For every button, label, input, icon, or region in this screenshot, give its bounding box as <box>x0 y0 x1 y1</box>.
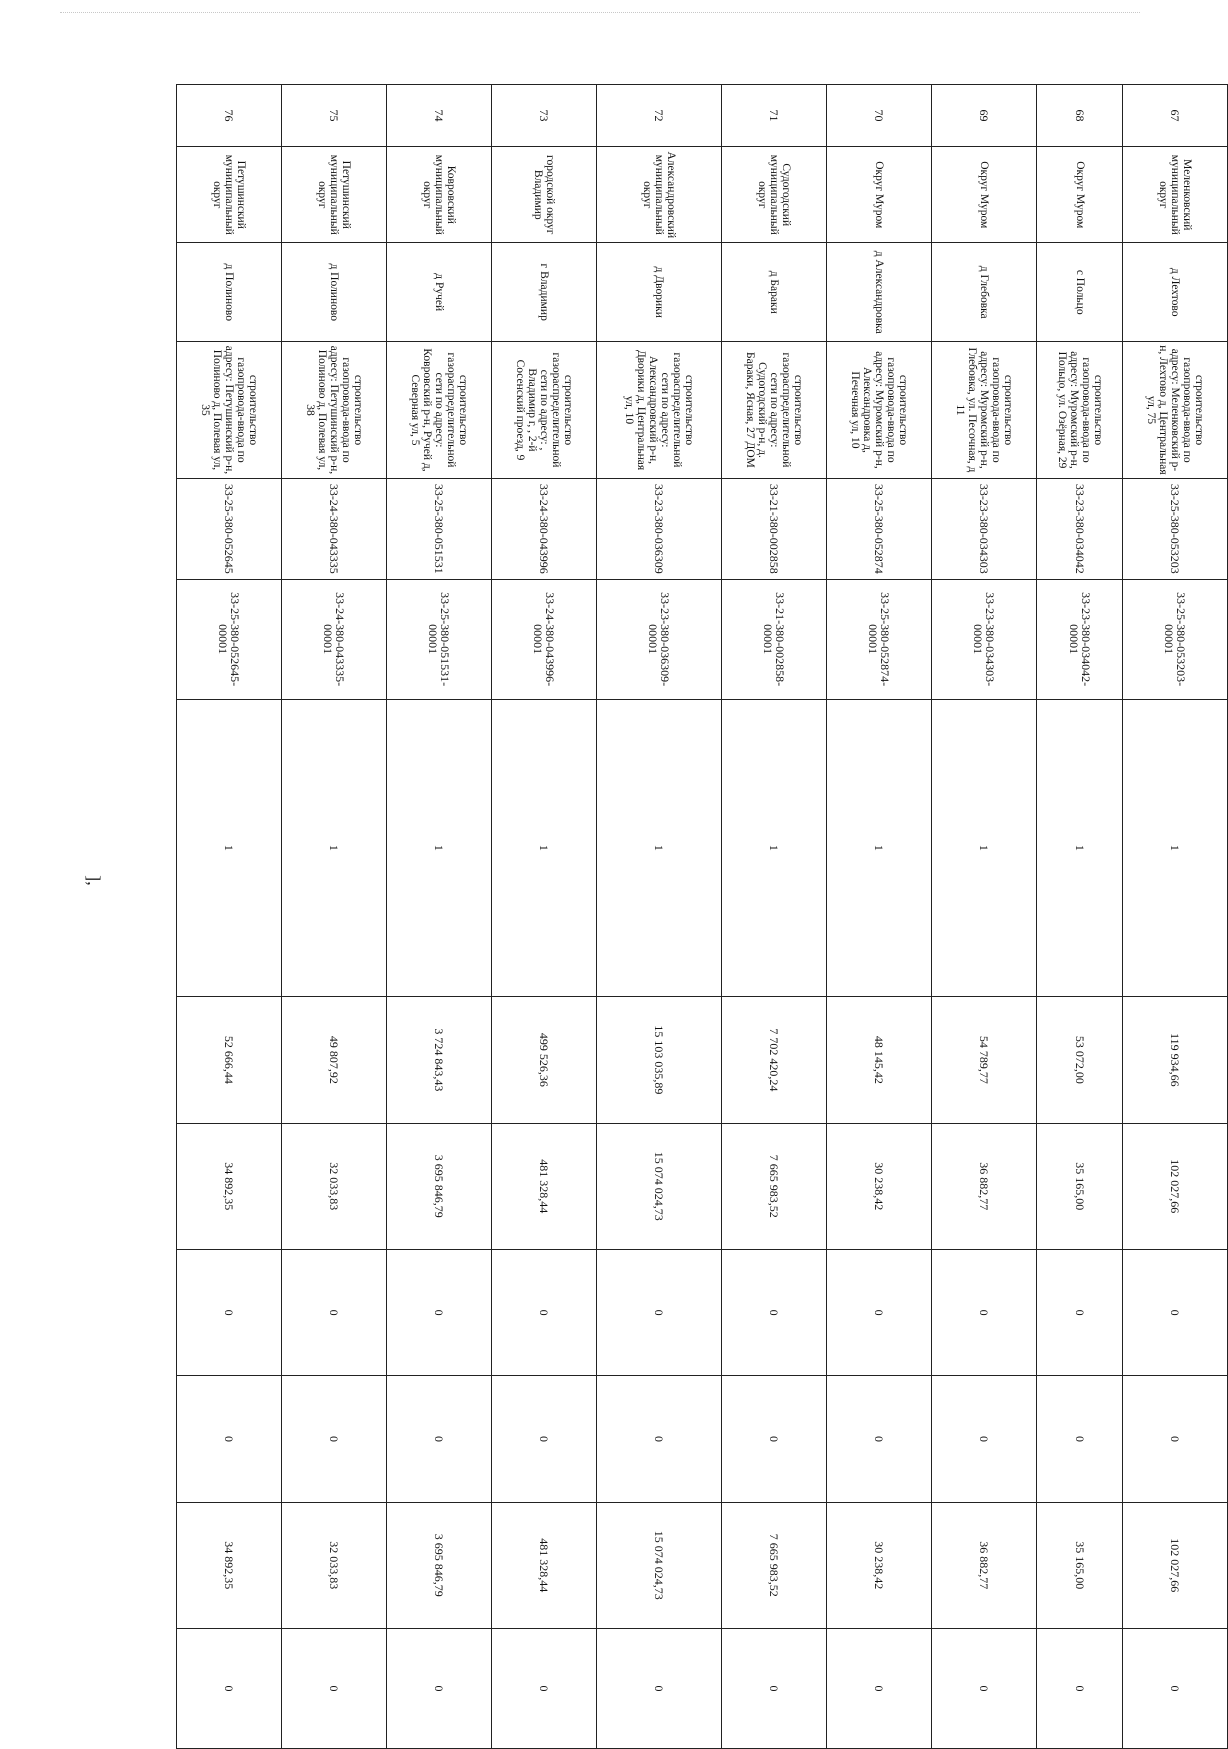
value-cell-4: 0 <box>387 1376 492 1502</box>
count-cell: 1 <box>1122 699 1227 997</box>
value-cell-2: 35 165,00 <box>1037 1123 1123 1249</box>
value-cell-5: 35 165,00 <box>1037 1502 1123 1628</box>
identifier-cell: 33-23-380-034042-00001 <box>1037 579 1123 699</box>
value-cell-5: 7 665 983,52 <box>721 1502 826 1628</box>
identifier-cell: 33-25-380-051531-00001 <box>387 579 492 699</box>
value-cell-2: 30 238,42 <box>827 1123 932 1249</box>
count-cell: 1 <box>492 699 597 997</box>
table-row <box>932 85 1037 1749</box>
code-cell: 33-25-380-051531 <box>387 479 492 580</box>
value-cell-1: 53 072,00 <box>1037 997 1123 1123</box>
value-cell-4: 0 <box>932 1376 1037 1502</box>
table-row <box>1122 85 1227 1749</box>
settlement-cell: д Бараки <box>721 243 826 342</box>
object-description-cell: строительство газопровода-ввода по адресу: Петушинский р-н, Полиново д, Полевая ул, 38 <box>282 341 387 478</box>
value-cell-3: 0 <box>721 1249 826 1375</box>
value-cell-3: 0 <box>827 1249 932 1375</box>
code-cell: 33-25-380-052645 <box>177 479 282 580</box>
count-cell: 1 <box>932 699 1037 997</box>
value-cell-3: 0 <box>932 1249 1037 1375</box>
identifier-cell: 33-23-380-036309-00001 <box>597 579 722 699</box>
table-row <box>1037 85 1123 1749</box>
gasification-table <box>176 84 1228 1749</box>
scan-edge-line <box>60 12 1140 14</box>
municipality-cell: Петушинский муниципальный округ <box>177 147 282 243</box>
value-cell-3: 0 <box>387 1249 492 1375</box>
value-cell-1: 52 666,44 <box>177 997 282 1123</box>
count-cell: 1 <box>597 699 722 997</box>
municipality-cell: Округ Муром <box>827 147 932 243</box>
count-cell: 1 <box>177 699 282 997</box>
settlement-cell: д Полиново <box>282 243 387 342</box>
value-cell-3: 0 <box>282 1249 387 1375</box>
code-cell: 33-23-380-034042 <box>1037 479 1123 580</box>
municipality-cell: Александровский муниципальный округ <box>597 147 722 243</box>
value-cell-1: 15 103 035,89 <box>597 997 722 1123</box>
value-cell-1: 119 934,66 <box>1122 997 1227 1123</box>
value-cell-6: 0 <box>1037 1628 1123 1748</box>
settlement-cell: д Лехтово <box>1122 243 1227 342</box>
value-cell-1: 7 702 420,24 <box>721 997 826 1123</box>
count-cell: 1 <box>282 699 387 997</box>
object-description-cell: строительство газопровода-ввода по адресу: Муромский р-н, Глебовка, ул. Песочная, д 11 <box>932 341 1037 478</box>
value-cell-2: 36 882,77 <box>932 1123 1037 1249</box>
value-cell-6: 0 <box>177 1628 282 1748</box>
code-cell: 33-23-380-036309 <box>597 479 722 580</box>
value-cell-5: 30 238,42 <box>827 1502 932 1628</box>
value-cell-2: 15 074 024,73 <box>597 1123 722 1249</box>
value-cell-2: 32 033,83 <box>282 1123 387 1249</box>
page-mark: ], <box>83 875 104 886</box>
object-description-cell: строительство газопровода-ввода по адресу: Петушинский р-н, Полиново д, Полевая ул, 35 <box>177 341 282 478</box>
object-description-cell: строительство газопровода-ввода по адресу: Меленковский р-н, Лехтово д, Центральная ул, 75 <box>1122 341 1227 478</box>
table-row <box>387 85 492 1749</box>
code-cell: 33-24-380-043996 <box>492 479 597 580</box>
table-row <box>492 85 597 1749</box>
code-cell: 33-21-380-002858 <box>721 479 826 580</box>
value-cell-6: 0 <box>492 1628 597 1748</box>
settlement-cell: д Дворики <box>597 243 722 342</box>
count-cell: 1 <box>387 699 492 997</box>
value-cell-6: 0 <box>1122 1628 1227 1748</box>
value-cell-5: 34 892,35 <box>177 1502 282 1628</box>
object-description-cell: строительство газопровода-ввода по адресу: Муромский р-н, Польцо, ул. Озёрная, 29 <box>1037 341 1123 478</box>
value-cell-5: 102 027,66 <box>1122 1502 1227 1628</box>
value-cell-4: 0 <box>597 1376 722 1502</box>
count-cell: 1 <box>1037 699 1123 997</box>
table-row <box>282 85 387 1749</box>
table-row <box>177 85 282 1749</box>
value-cell-3: 0 <box>1122 1249 1227 1375</box>
row-number-cell: 75 <box>282 85 387 147</box>
municipality-cell: Меленковский муниципальный округ <box>1122 147 1227 243</box>
value-cell-6: 0 <box>282 1628 387 1748</box>
settlement-cell: д Александровка <box>827 243 932 342</box>
value-cell-2: 102 027,66 <box>1122 1123 1227 1249</box>
value-cell-3: 0 <box>1037 1249 1123 1375</box>
value-cell-5: 3 695 846,79 <box>387 1502 492 1628</box>
identifier-cell: 33-24-380-043996-00001 <box>492 579 597 699</box>
table-row <box>827 85 932 1749</box>
settlement-cell: д Ручей <box>387 243 492 342</box>
row-number-cell: 69 <box>932 85 1037 147</box>
object-description-cell: строительство газораспределительной сети по адресу: Судогодский р-н, д. Бараки, Ясная, 27 ДОМ <box>721 341 826 478</box>
value-cell-4: 0 <box>1122 1376 1227 1502</box>
value-cell-1: 3 724 843,43 <box>387 997 492 1123</box>
value-cell-2: 481 328,44 <box>492 1123 597 1249</box>
object-description-cell: строительство газораспределительной сети по адресу: Ковровский р-н, Ручей д, Северная ул, 5 <box>387 341 492 478</box>
identifier-cell: 33-23-380-034303-00001 <box>932 579 1037 699</box>
value-cell-5: 36 882,77 <box>932 1502 1037 1628</box>
value-cell-1: 499 526,36 <box>492 997 597 1123</box>
value-cell-2: 34 892,35 <box>177 1123 282 1249</box>
value-cell-4: 0 <box>827 1376 932 1502</box>
value-cell-6: 0 <box>827 1628 932 1748</box>
code-cell: 33-25-380-053203 <box>1122 479 1227 580</box>
value-cell-4: 0 <box>721 1376 826 1502</box>
row-number-cell: 71 <box>721 85 826 147</box>
municipality-cell: городской округ Владимир <box>492 147 597 243</box>
value-cell-4: 0 <box>177 1376 282 1502</box>
value-cell-6: 0 <box>932 1628 1037 1748</box>
row-number-cell: 70 <box>827 85 932 147</box>
value-cell-1: 54 789,77 <box>932 997 1037 1123</box>
value-cell-6: 0 <box>597 1628 722 1748</box>
value-cell-3: 0 <box>177 1249 282 1375</box>
code-cell: 33-23-380-034303 <box>932 479 1037 580</box>
municipality-cell: Округ Муром <box>1037 147 1123 243</box>
code-cell: 33-25-380-052874 <box>827 479 932 580</box>
row-number-cell: 67 <box>1122 85 1227 147</box>
value-cell-6: 0 <box>387 1628 492 1748</box>
value-cell-4: 0 <box>282 1376 387 1502</box>
table-row <box>597 85 722 1749</box>
identifier-cell: 33-25-380-053203-00001 <box>1122 579 1227 699</box>
identifier-cell: 33-21-380-002858-00001 <box>721 579 826 699</box>
value-cell-3: 0 <box>597 1249 722 1375</box>
value-cell-2: 7 665 983,52 <box>721 1123 826 1249</box>
identifier-cell: 33-24-380-043335-00001 <box>282 579 387 699</box>
value-cell-4: 0 <box>1037 1376 1123 1502</box>
count-cell: 1 <box>721 699 826 997</box>
count-cell: 1 <box>827 699 932 997</box>
identifier-cell: 33-25-380-052645-00001 <box>177 579 282 699</box>
value-cell-5: 15 074 024,73 <box>597 1502 722 1628</box>
value-cell-2: 3 695 846,79 <box>387 1123 492 1249</box>
value-cell-4: 0 <box>492 1376 597 1502</box>
value-cell-5: 481 328,44 <box>492 1502 597 1628</box>
municipality-cell: Судогодский муниципальный округ <box>721 147 826 243</box>
municipality-cell: Петушинский муниципальный округ <box>282 147 387 243</box>
value-cell-1: 48 145,42 <box>827 997 932 1123</box>
object-description-cell: строительство газораспределительной сети по адресу: Александровский р-н, Дворики д, Центральная ул, 10 <box>597 341 722 478</box>
code-cell: 33-24-380-043335 <box>282 479 387 580</box>
municipality-cell: Округ Муром <box>932 147 1037 243</box>
value-cell-5: 32 033,83 <box>282 1502 387 1628</box>
table-wrapper <box>176 84 1228 1749</box>
row-number-cell: 68 <box>1037 85 1123 147</box>
settlement-cell: г Владимир <box>492 243 597 342</box>
municipality-cell: Ковровский муниципальный округ <box>387 147 492 243</box>
rotated-table-frame <box>176 84 1228 1749</box>
settlement-cell: д Полиново <box>177 243 282 342</box>
row-number-cell: 74 <box>387 85 492 147</box>
identifier-cell: 33-25-380-052874-00001 <box>827 579 932 699</box>
table-row <box>721 85 826 1749</box>
object-description-cell: строительство газопровода-ввода по адресу: Муромский р-н, Александровка д, Печечная ул, 10 <box>827 341 932 478</box>
value-cell-1: 49 807,92 <box>282 997 387 1123</box>
value-cell-6: 0 <box>721 1628 826 1748</box>
settlement-cell: д Глебовка <box>932 243 1037 342</box>
row-number-cell: 76 <box>177 85 282 147</box>
table-body <box>177 85 1228 1749</box>
row-number-cell: 72 <box>597 85 722 147</box>
value-cell-3: 0 <box>492 1249 597 1375</box>
object-description-cell: строительство газораспределительной сети по адресу: , Владимир г, , 2-й Сосенский проезд, 9 <box>492 341 597 478</box>
settlement-cell: с Польцо <box>1037 243 1123 342</box>
row-number-cell: 73 <box>492 85 597 147</box>
